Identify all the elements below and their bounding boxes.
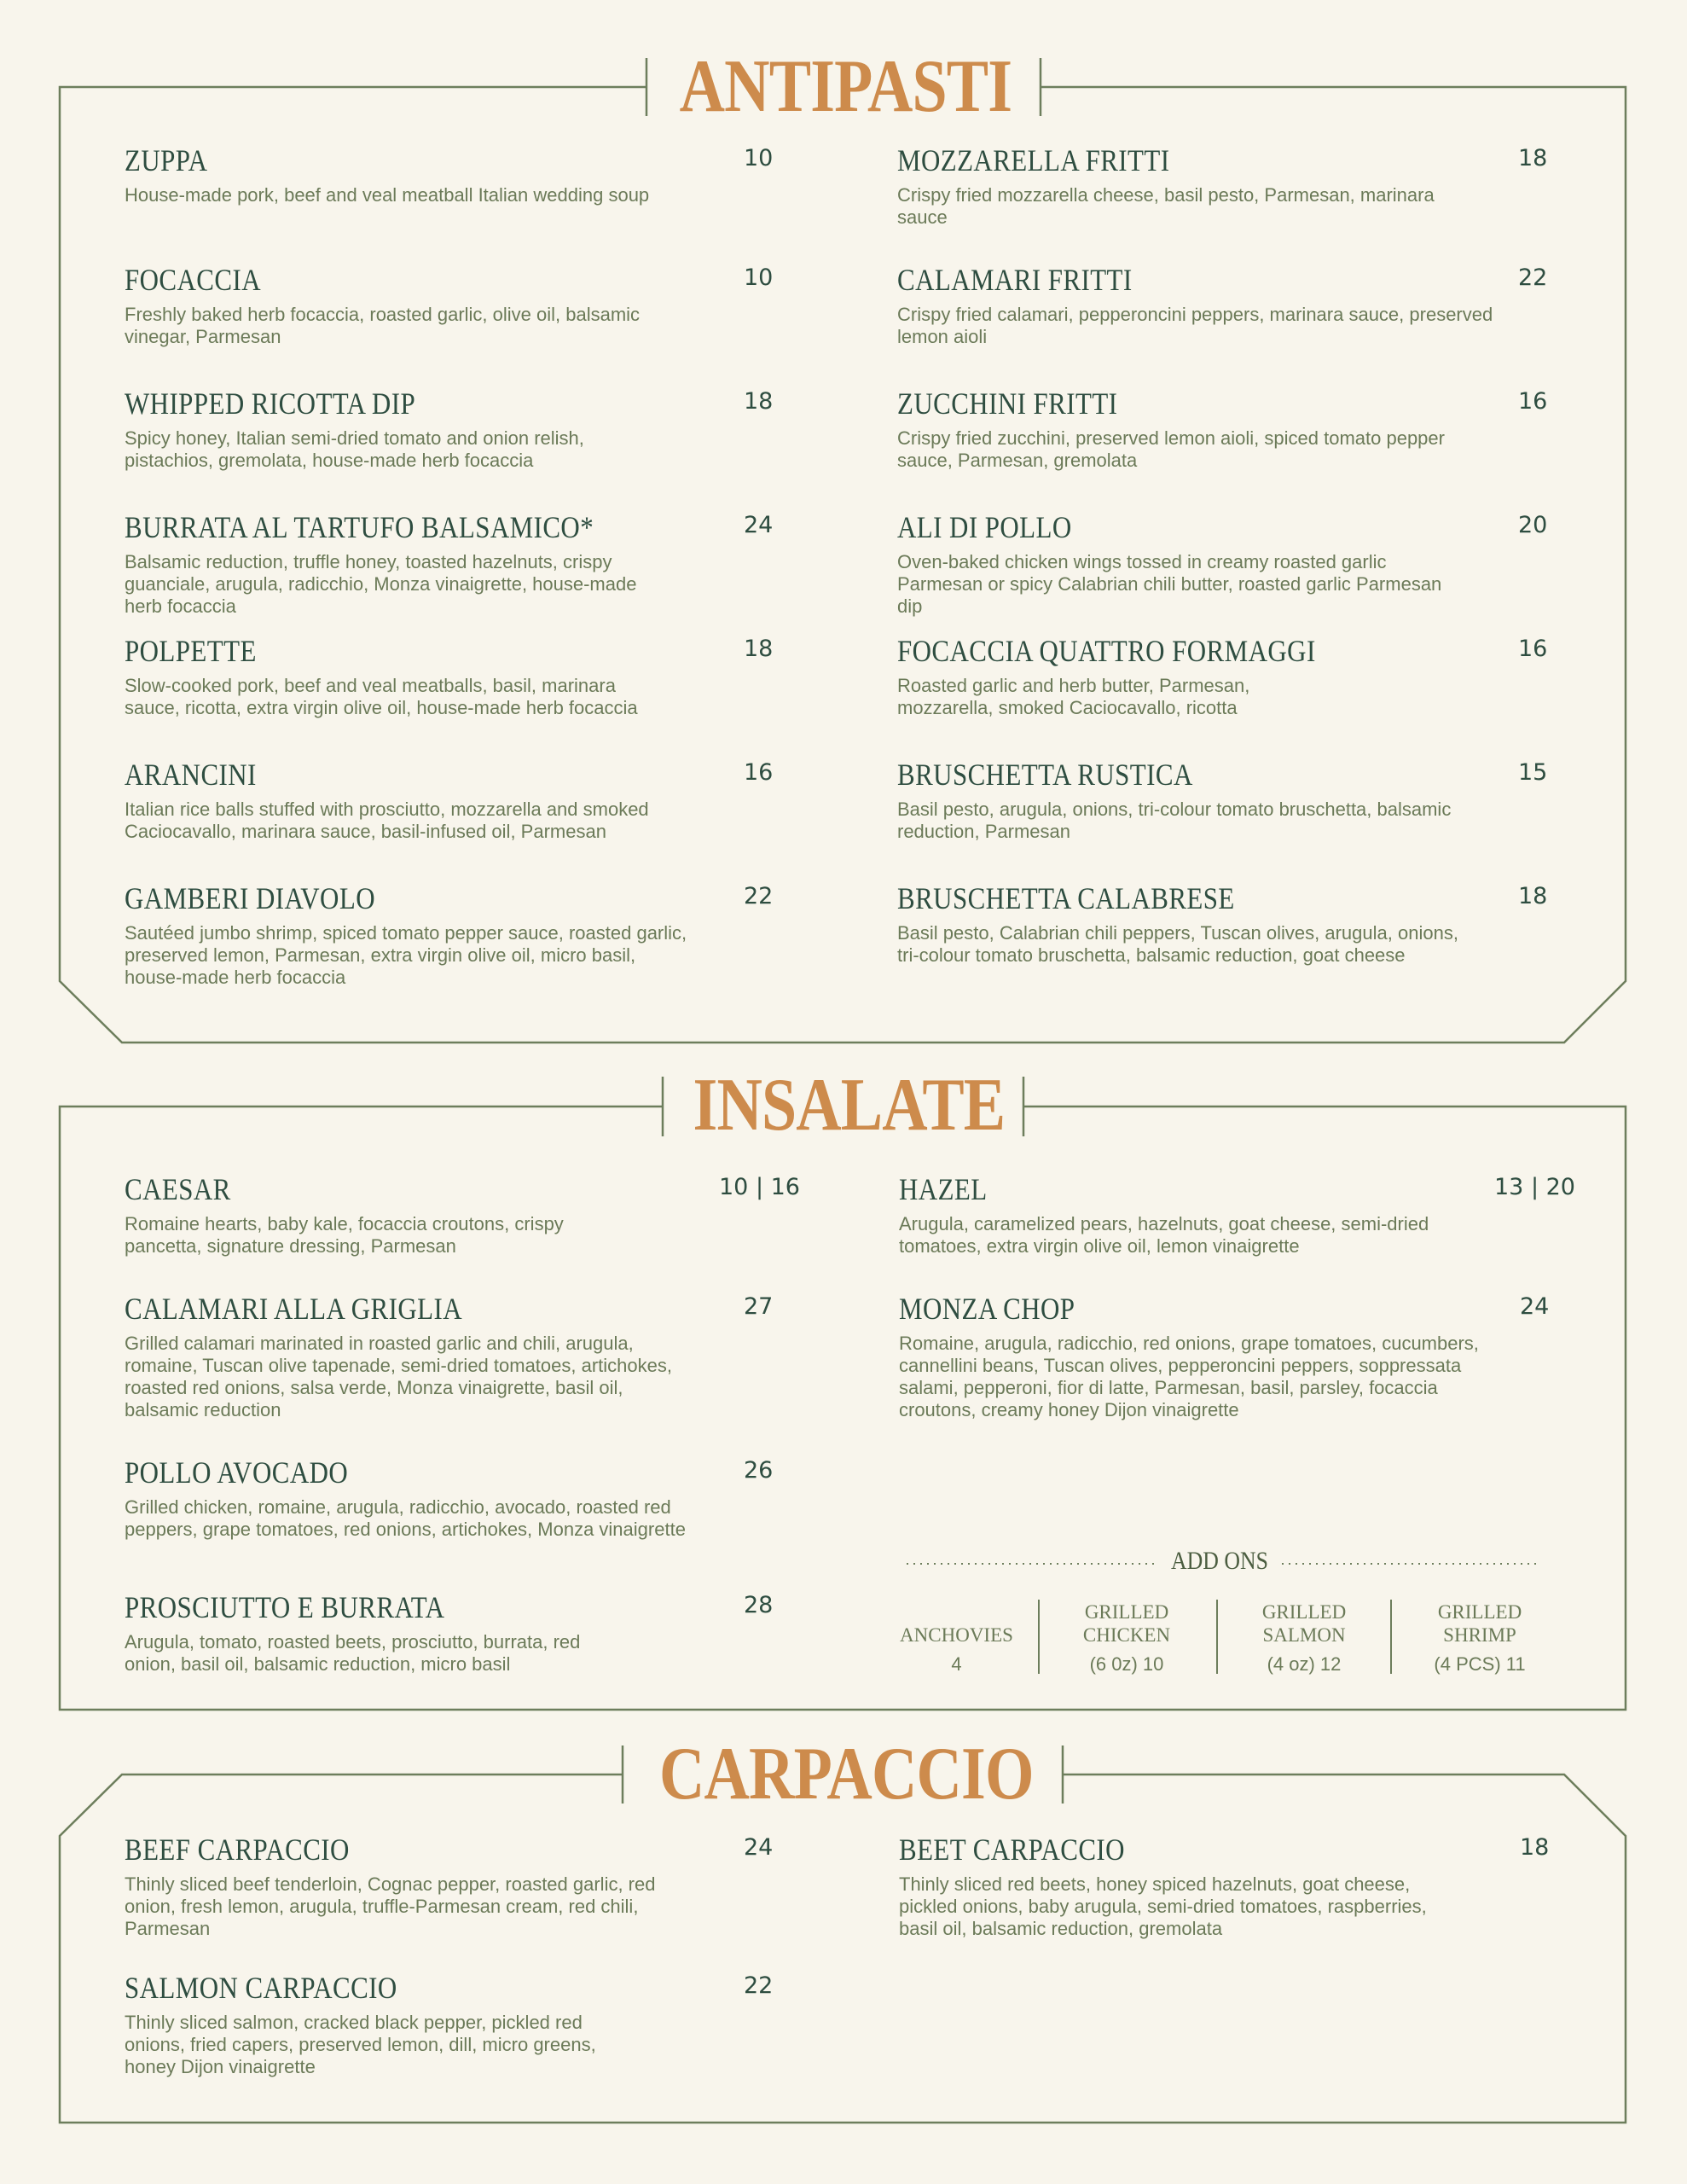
item-description: House-made pork, beef and veal meatball Italian wedding soup (125, 184, 650, 206)
addon-price: (4 PCS) 11 (1434, 1653, 1526, 1675)
item-price: 27 (744, 1293, 774, 1320)
addon-grilled-salmon (1253, 1600, 1355, 1676)
item-name: FOCACCIA QUATTRO FORMAGGI (897, 634, 1316, 668)
item-price: 10 | 16 (719, 1174, 800, 1200)
item-name: HAZEL (899, 1172, 988, 1206)
menu-item-caesar (125, 1172, 628, 1258)
item-price: 10 (744, 264, 774, 291)
item-description: Slow-cooked pork, beef and veal meatballs, basil, marinara sauce, ricotta, extra virgin olive oil, house-made herb focaccia (125, 675, 638, 718)
item-price: 16 (1518, 388, 1548, 415)
menu-item-beet-carpaccio (899, 1833, 1462, 1940)
item-description: Basil pesto, arugula, onions, tri-colour tomato bruschetta, balsamic reduction, Parmesan (897, 799, 1452, 842)
item-name: ZUPPA (125, 143, 208, 177)
item-price: 28 (744, 1592, 774, 1618)
item-price: 22 (1518, 264, 1548, 291)
item-price: 15 (1518, 759, 1548, 786)
item-name: POLPETTE (125, 634, 257, 668)
item-description: Crispy fried zucchini, preserved lemon aioli, spiced tomato pepper sauce, Parmesan, gremolata (897, 427, 1445, 471)
item-price: 24 (744, 512, 774, 538)
menu-item-beef-carpaccio (125, 1833, 687, 1940)
menu-item-calamari-alla-griglia (125, 1292, 692, 1421)
addon-name: GRILLED CHICKEN (1082, 1601, 1171, 1646)
menu-item-monza-chop (899, 1292, 1479, 1421)
item-price: 18 (744, 388, 774, 415)
item-description: Crispy fried calamari, pepperoncini peppers, marinara sauce, preserved lemon aioli (897, 304, 1493, 347)
item-name: BEET CARPACCIO (899, 1833, 1125, 1867)
item-price: 24 (1520, 1293, 1550, 1320)
addon-grilled-chicken (1075, 1600, 1178, 1676)
item-name: WHIPPED RICOTTA DIP (125, 386, 416, 421)
item-description: Thinly sliced beef tenderloin, Cognac pepper, roasted garlic, red onion, fresh lemon, arugula, truffle-Parmesan cream, red chili, Parmesan (125, 1873, 656, 1939)
menu-item-salmon-carpaccio (125, 1971, 641, 2078)
item-price: 20 (1518, 512, 1548, 538)
item-name: POLLO AVOCADO (125, 1455, 349, 1490)
item-name: CALAMARI ALLA GRIGLIA (125, 1292, 463, 1326)
item-description: Romaine, arugula, radicchio, red onions, grape tomatoes, cucumbers, cannellini beans, Tuscan olives, pepperoncini peppers, soppressata salami, pepperoni, fior di latte, Parmesan, basil, parsley, focaccia croutons, creamy honey Dijon vinaigrette (899, 1333, 1479, 1420)
item-description: Sautéed jumbo shrimp, spiced tomato pepper sauce, roasted garlic, preserved lemon, Parmesan, extra virgin olive oil, micro basil, house-made herb focaccia (125, 922, 687, 988)
menu-item-polpette (125, 634, 675, 719)
item-price: 18 (1520, 1834, 1550, 1861)
item-description: Thinly sliced red beets, honey spiced hazelnuts, goat cheese, pickled onions, baby arugula, semi-dried tomatoes, raspberries, basil oil, balsamic reduction, gremolata (899, 1873, 1427, 1939)
item-price: 24 (744, 1834, 774, 1861)
addon-name: ANCHOVIES (900, 1624, 1013, 1646)
menu-item-bruschetta-rustica (897, 758, 1464, 843)
menu-item-hazel (899, 1172, 1496, 1258)
item-name: GAMBERI DIAVOLO (125, 881, 375, 915)
item-price: 18 (1518, 883, 1548, 909)
item-description: Freshly baked herb focaccia, roasted garlic, olive oil, balsamic vinegar, Parmesan (125, 304, 641, 347)
item-description: Roasted garlic and herb butter, Parmesan, mozzarella, smoked Caciocavallo, ricotta (897, 675, 1250, 718)
item-name: MOZZARELLA FRITTI (897, 143, 1170, 177)
addon-price: (6 0z) 10 (1089, 1653, 1164, 1675)
item-name: ARANCINI (125, 758, 257, 792)
menu-item-pollo-avocado (125, 1455, 692, 1541)
menu-item-ali-di-pollo (897, 510, 1452, 618)
addons-title: ADD ONS (1171, 1547, 1268, 1575)
item-description: Grilled chicken, romaine, arugula, radicchio, avocado, roasted red peppers, grape tomatoes, red onions, artichokes, Monza vinaigrette (125, 1496, 686, 1540)
menu-item-focaccia-quattro-formaggi (897, 634, 1316, 719)
section-title-insalate: INSALATE (693, 1064, 1006, 1147)
addon-name: GRILLED SHRIMP (1437, 1601, 1522, 1646)
menu-item-gamberi-diavolo (125, 881, 687, 989)
addon-name: GRILLED SALMON (1261, 1601, 1347, 1646)
menu-item-mozzarella-fritti (897, 143, 1443, 229)
addon-price: (4 oz) 12 (1267, 1653, 1342, 1675)
item-description: Grilled calamari marinated in roasted garlic and chili, arugula, romaine, Tuscan olive tapenade, semi-dried tomatoes, artichokes, roasted red onions, salsa verde, Monza vinaigrette, basil oil, balsamic reduction (125, 1333, 672, 1420)
item-description: Oven-baked chicken wings tossed in creamy roasted garlic Parmesan or spicy Calabrian chili butter, roasted garlic Parmesan dip (897, 551, 1442, 617)
menu-item-calamari-fritti (897, 263, 1494, 348)
item-name: ALI DI POLLO (897, 510, 1072, 544)
addon-price: 4 (951, 1653, 962, 1675)
item-description: Romaine hearts, baby kale, focaccia croutons, crispy pancetta, signature dressing, Parmesan (125, 1213, 564, 1257)
item-price: 16 (744, 759, 774, 786)
item-price: 18 (1518, 145, 1548, 171)
menu-item-prosciutto-e-burrata (125, 1590, 619, 1676)
menu-item-burrata-al-tartufo-balsamico (125, 510, 658, 618)
item-price: 10 (744, 145, 774, 171)
menu-item-focaccia (125, 263, 645, 348)
item-name: BEEF CARPACCIO (125, 1833, 350, 1867)
item-price: 18 (744, 636, 774, 662)
item-description: Spicy honey, Italian semi-dried tomato and onion relish, pistachios, gremolata, house-made herb focaccia (125, 427, 584, 471)
item-description: Balsamic reduction, truffle honey, toasted hazelnuts, crispy guanciale, arugula, radicchio, Monza vinaigrette, house-made herb focaccia (125, 551, 637, 617)
item-name: BRUSCHETTA CALABRESE (897, 881, 1235, 915)
section-title-antipasti: ANTIPASTI (679, 45, 1012, 128)
item-name: FOCACCIA (125, 263, 262, 297)
addon-grilled-shrimp (1416, 1600, 1544, 1676)
section-title-carpaccio: CARPACCIO (658, 1733, 1034, 1815)
item-name: PROSCIUTTO E BURRATA (125, 1590, 445, 1624)
item-name: CAESAR (125, 1172, 231, 1206)
menu-item-bruschetta-calabrese (897, 881, 1460, 967)
item-name: CALAMARI FRITTI (897, 263, 1133, 297)
item-name: BURRATA AL TARTUFO BALSAMICO* (125, 510, 594, 544)
menu-item-whipped-ricotta-dip (125, 386, 670, 472)
menu-item-zucchini-fritti (897, 386, 1456, 472)
item-name: ZUCCHINI FRITTI (897, 386, 1118, 421)
item-description: Arugula, caramelized pears, hazelnuts, goat cheese, semi-dried tomatoes, extra virgin olive oil, lemon vinaigrette (899, 1213, 1429, 1257)
item-price: 26 (744, 1457, 774, 1484)
item-price: 22 (744, 883, 774, 909)
item-name: SALMON CARPACCIO (125, 1971, 397, 2005)
menu-item-zuppa (125, 143, 696, 206)
item-name: MONZA CHOP (899, 1292, 1075, 1326)
item-price: 22 (744, 1972, 774, 1999)
item-price: 13 | 20 (1494, 1174, 1575, 1200)
addon-anchovies (896, 1623, 1017, 1676)
item-description: Italian rice balls stuffed with prosciutto, mozzarella and smoked Caciocavallo, marinara sauce, basil-infused oil, Parmesan (125, 799, 649, 842)
item-description: Thinly sliced salmon, cracked black pepper, pickled red onions, fried capers, preserved lemon, dill, micro greens, honey Dijon vinaigrette (125, 2012, 596, 2077)
item-price: 16 (1518, 636, 1548, 662)
item-description: Crispy fried mozzarella cheese, basil pesto, Parmesan, marinara sauce (897, 184, 1435, 228)
menu-item-arancini (125, 758, 662, 843)
item-description: Arugula, tomato, roasted beets, prosciutto, burrata, red onion, basil oil, balsamic reduction, micro basil (125, 1631, 581, 1675)
item-description: Basil pesto, Calabrian chili peppers, Tuscan olives, arugula, onions, tri-colour tomato bruschetta, balsamic reduction, goat cheese (897, 922, 1458, 966)
item-name: BRUSCHETTA RUSTICA (897, 758, 1193, 792)
